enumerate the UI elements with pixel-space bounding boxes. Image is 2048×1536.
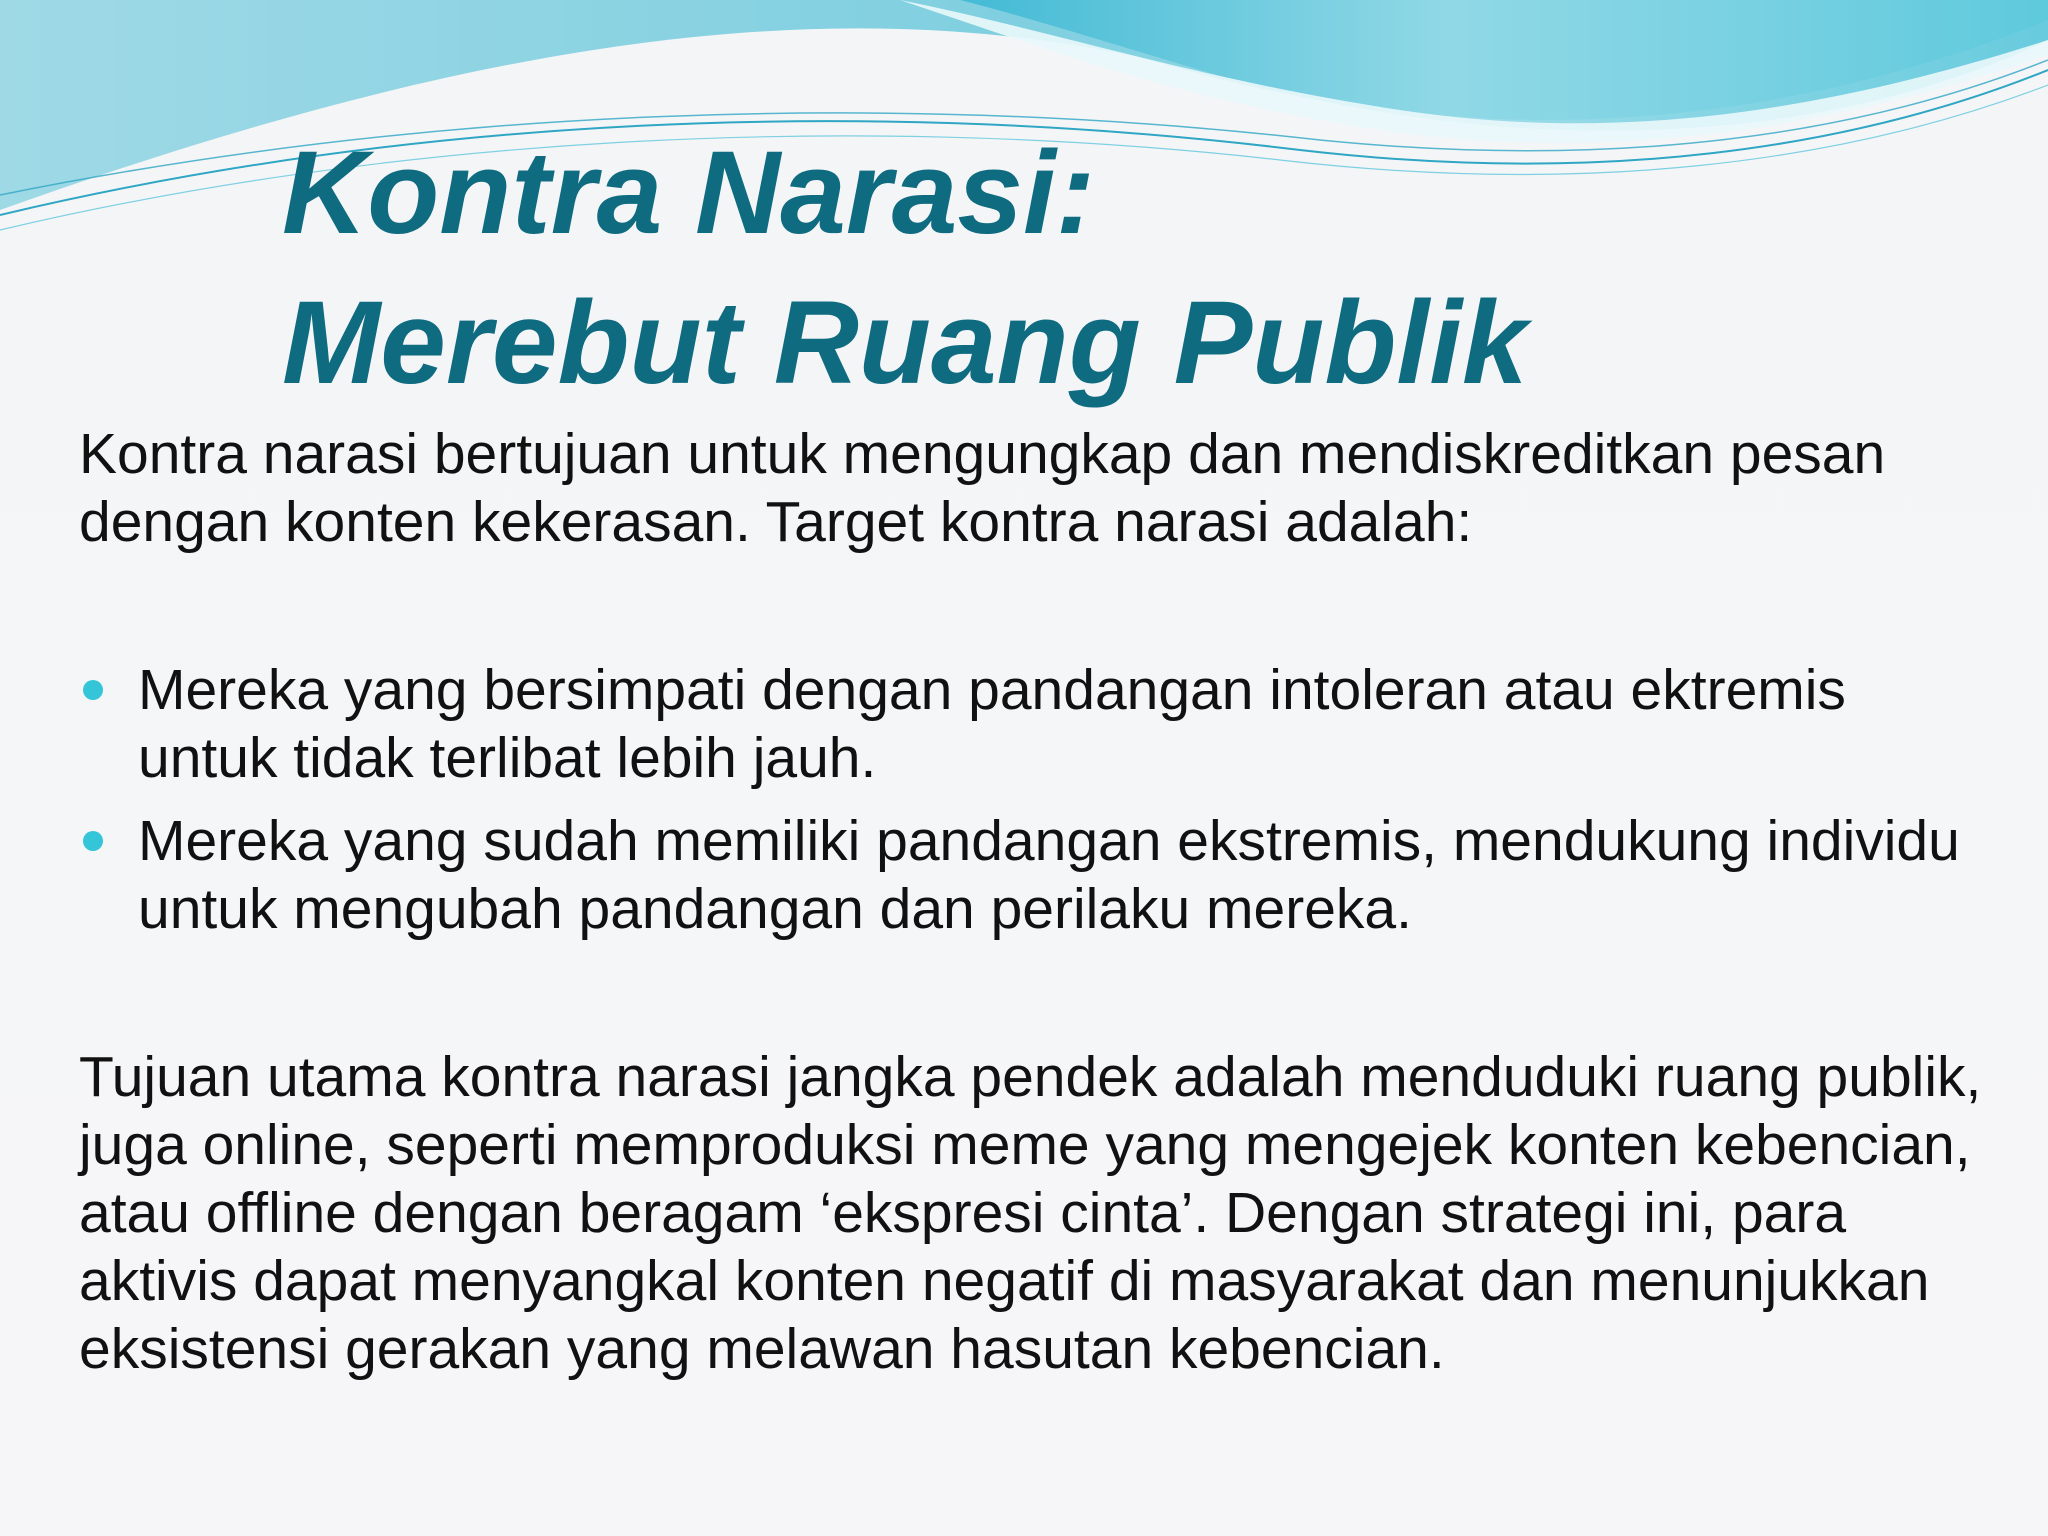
bullet-dot-icon — [83, 680, 103, 700]
target-bullet-list — [79, 656, 1999, 943]
bullet-item — [79, 656, 1999, 792]
slide-title — [282, 118, 1528, 418]
bullet-item — [79, 807, 1999, 943]
bullet-text: Mereka yang bersimpati dengan pandangan intoleran atau ektremis untuk tidak terlibat lebih jauh. — [138, 658, 1846, 790]
slide-title-line-1: Kontra Narasi: — [282, 127, 1096, 259]
bullet-dot-icon — [83, 831, 103, 851]
closing-paragraph: Tujuan utama kontra narasi jangka pendek adalah menduduki ruang publik, juga online, seperti memproduksi meme yang mengejek konten kebencian, atau offline dengan beragam ‘ekspresi cinta’. Dengan strategi ini, para aktivis dapat menyangkal konten negatif di masyarakat dan menunjukkan eksistensi gerakan yang melawan hasutan kebencian. — [79, 1045, 1982, 1381]
slide-title-line-2: Merebut Ruang Publik — [282, 277, 1528, 409]
intro-paragraph: Kontra narasi bertujuan untuk mengungkap dan mendiskreditkan pesan dengan konten kekerasan. Target kontra narasi adalah: — [79, 422, 1886, 554]
bullet-text: Mereka yang sudah memiliki pandangan ekstremis, mendukung individu untuk mengubah pandangan dan perilaku mereka. — [138, 809, 1960, 941]
slide-body — [79, 420, 1999, 1383]
